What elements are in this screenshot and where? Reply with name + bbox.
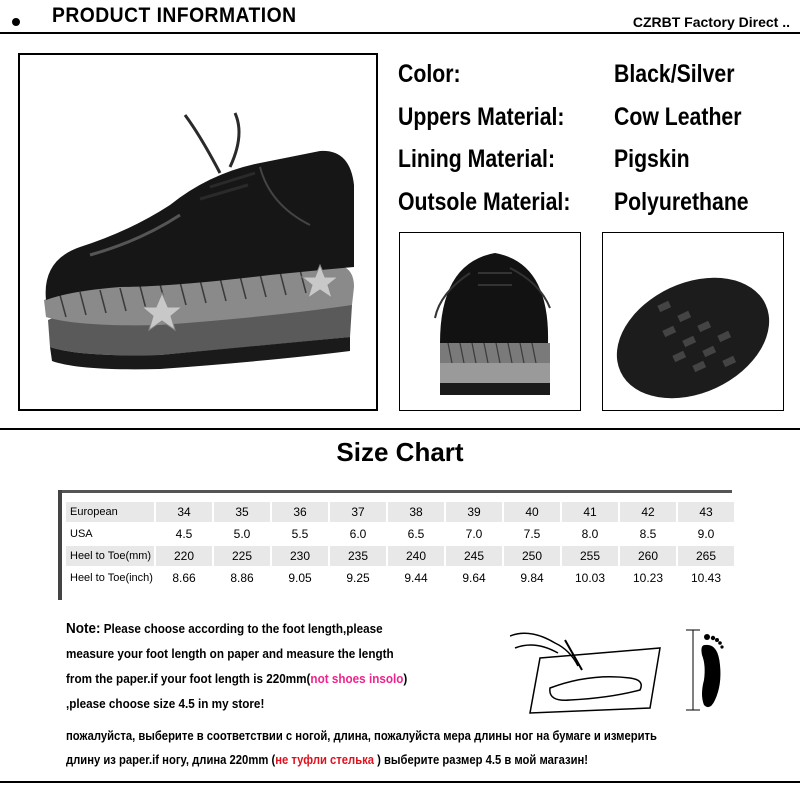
spec-value-color: Black/Silver xyxy=(614,60,735,88)
spec-label-lining: Lining Material: xyxy=(398,145,556,173)
note-ru-text-2a: длину из paper.if ногу, длина 220mm ( xyxy=(66,753,276,767)
size-cell: 9.25 xyxy=(330,568,386,588)
spec-label-color: Color: xyxy=(398,60,461,88)
shoe-sole-photo[interactable] xyxy=(602,232,784,411)
size-cell: 10.03 xyxy=(562,568,618,588)
size-row xyxy=(66,546,734,566)
size-cell: 43 xyxy=(678,502,734,522)
size-cell: 9.84 xyxy=(504,568,560,588)
size-cell: 250 xyxy=(504,546,560,566)
size-cell: 9.44 xyxy=(388,568,444,588)
size-cell: 8.5 xyxy=(620,524,676,544)
note-highlight: not shoes insolo xyxy=(310,671,404,686)
page-title: PRODUCT INFORMATION xyxy=(52,4,297,27)
size-cell: 7.0 xyxy=(446,524,502,544)
footprint-icon xyxy=(660,625,730,715)
size-cell: 38 xyxy=(388,502,444,522)
size-chart-title: Size Chart xyxy=(336,437,464,467)
note-ru-line-2 xyxy=(66,753,588,767)
spec-value-uppers: Cow Leather xyxy=(614,103,742,131)
size-cell: 6.5 xyxy=(388,524,444,544)
size-cell: 8.0 xyxy=(562,524,618,544)
size-chart-table xyxy=(64,500,736,590)
size-cell: 35 xyxy=(214,502,270,522)
size-cell: 9.64 xyxy=(446,568,502,588)
size-cell: 255 xyxy=(562,546,618,566)
note-line-3 xyxy=(66,671,407,686)
size-cell: 225 xyxy=(214,546,270,566)
size-cell: 39 xyxy=(446,502,502,522)
spec-label-uppers: Uppers Material: xyxy=(398,103,565,131)
size-row xyxy=(66,502,734,522)
size-row-label: USA xyxy=(66,524,154,544)
note-ru-text-2c: ) выберите размер 4.5 в мой магазин! xyxy=(374,753,589,767)
size-cell: 42 xyxy=(620,502,676,522)
shoe-side-photo[interactable] xyxy=(18,53,378,411)
shoe-front-icon xyxy=(400,233,580,410)
store-name: CZRBT Factory Direct .. xyxy=(632,14,790,30)
size-cell: 4.5 xyxy=(156,524,212,544)
size-cell: 9.0 xyxy=(678,524,734,544)
size-cell: 230 xyxy=(272,546,328,566)
note-line-1 xyxy=(66,620,383,637)
size-cell: 40 xyxy=(504,502,560,522)
shoe-front-photo[interactable] xyxy=(399,232,581,411)
note-text-3a: from the paper.if your foot length is 220mm( xyxy=(66,671,311,686)
size-cell: 10.43 xyxy=(678,568,734,588)
note-text-3c: ) xyxy=(403,671,408,686)
size-cell: 260 xyxy=(620,546,676,566)
size-cell: 9.05 xyxy=(272,568,328,588)
size-row-label: Heel to Toe(mm) xyxy=(66,546,154,566)
size-cell: 37 xyxy=(330,502,386,522)
note-ru-highlight: не туфли стелька xyxy=(275,753,375,767)
size-row xyxy=(66,568,734,588)
size-cell: 265 xyxy=(678,546,734,566)
size-cell: 245 xyxy=(446,546,502,566)
size-cell: 220 xyxy=(156,546,212,566)
table-shadow-left xyxy=(58,490,62,600)
size-cell: 7.5 xyxy=(504,524,560,544)
bullet-icon xyxy=(12,18,20,26)
size-cell: 8.66 xyxy=(156,568,212,588)
size-row-label: Heel to Toe(inch) xyxy=(66,568,154,588)
spec-label-outsole: Outsole Material: xyxy=(398,188,571,216)
spec-value-outsole: Polyurethane xyxy=(614,188,749,216)
shoe-side-icon xyxy=(20,55,376,409)
section-divider xyxy=(0,428,800,430)
size-row xyxy=(66,524,734,544)
note-ru-line-1: пожалуйста, выберите в соответствии с ногой, длина, пожалуйста мера длины ног на бумаге и измерить xyxy=(66,729,657,743)
spec-value-lining: Pigskin xyxy=(614,145,690,173)
note-label: Note: xyxy=(66,620,101,637)
size-cell: 5.0 xyxy=(214,524,270,544)
size-cell: 5.5 xyxy=(272,524,328,544)
size-cell: 34 xyxy=(156,502,212,522)
size-cell: 235 xyxy=(330,546,386,566)
size-cell: 41 xyxy=(562,502,618,522)
measuring-hand-icon xyxy=(510,618,670,718)
size-cell: 240 xyxy=(388,546,444,566)
bottom-divider xyxy=(0,781,800,783)
table-shadow-top xyxy=(58,490,732,493)
note-text-1: Please choose according to the foot length,please xyxy=(100,621,383,636)
note-line-2: measure your foot length on paper and measure the length xyxy=(66,646,394,661)
size-row-label: European xyxy=(66,502,154,522)
note-line-4: ,please choose size 4.5 in my store! xyxy=(66,696,265,711)
header-divider xyxy=(0,32,800,34)
size-cell: 36 xyxy=(272,502,328,522)
size-cell: 8.86 xyxy=(214,568,270,588)
size-cell: 6.0 xyxy=(330,524,386,544)
size-cell: 10.23 xyxy=(620,568,676,588)
shoe-sole-icon xyxy=(603,233,783,410)
